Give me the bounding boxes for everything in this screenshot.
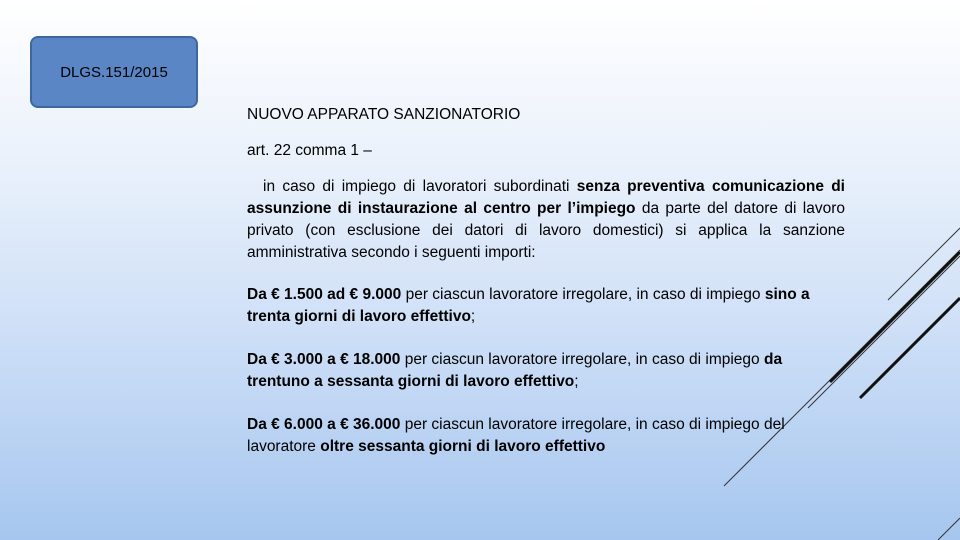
sanction-condition: sino a trenta giorni di lavoro effettivo xyxy=(247,286,810,325)
page-title: NUOVO APPARATO SANZIONATORIO xyxy=(247,106,521,123)
sanction-item-1 xyxy=(247,284,845,328)
intro-paragraph xyxy=(247,176,845,264)
article-reference: art. 22 comma 1 – xyxy=(247,142,372,159)
intro-text-2: da parte del datore di lavoro privato (con esclusione dei datori di lavoro domestici) si applica la sanzione amministrativa secondo i seguenti importi: xyxy=(247,200,845,261)
sanction-item-3 xyxy=(247,414,845,458)
intro-bold-text: senza preventiva comunicazione di assunzione di instaurazione al centro per l’impiego xyxy=(247,178,845,217)
sanction-amount: Da € 3.000 a € 18.000 xyxy=(247,351,401,368)
sanction-tail: ; xyxy=(470,308,476,325)
sanction-text: per ciascun lavoratore irregolare, in caso di impiego xyxy=(400,351,764,368)
law-reference-badge: DLGS.151/2015 xyxy=(30,36,198,108)
sanction-amount: Da € 6.000 a € 36.000 xyxy=(247,416,401,433)
sanction-condition: da trentuno a sessanta giorni di lavoro effettivo xyxy=(247,351,783,390)
sanction-text: per ciascun lavoratore irregolare, in caso di impiego del lavoratore xyxy=(247,416,785,455)
decor-line-thin-4 xyxy=(938,518,960,540)
sanction-text: per ciascun lavoratore irregolare, in caso di impiego xyxy=(401,286,765,303)
sanction-item-2 xyxy=(247,349,845,393)
sanction-amount: Da € 1.500 ad € 9.000 xyxy=(247,286,402,303)
intro-text-1: in caso di impiego di lavoratori subordinati xyxy=(263,178,577,195)
sanction-condition: oltre sessanta giorni di lavoro effettivo xyxy=(320,438,606,455)
sanction-tail: ; xyxy=(574,373,579,390)
content-area xyxy=(247,104,845,479)
decor-line-thick-2 xyxy=(860,298,960,398)
